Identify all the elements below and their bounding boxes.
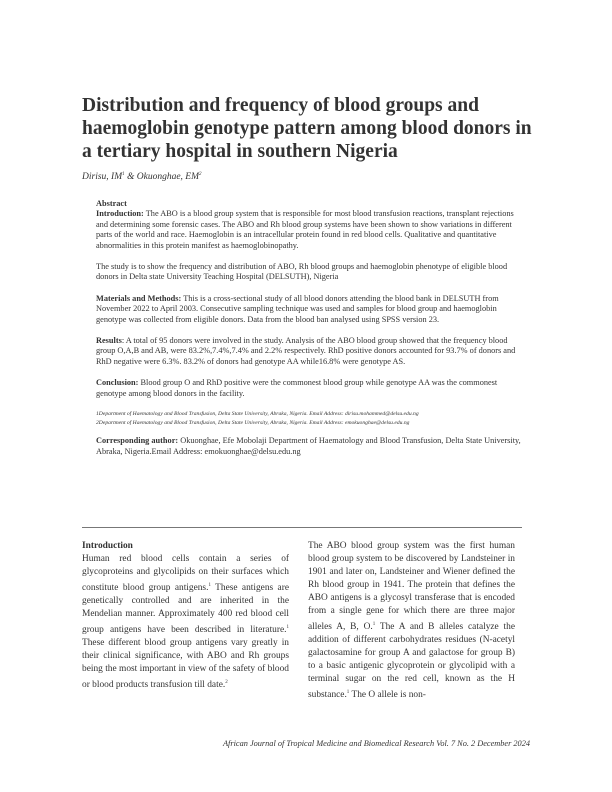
corresponding-author	[96, 436, 522, 457]
abstract-aim: The study is to show the frequency and distribution of ABO, Rh blood groups and haemoglobin phenotype of eligible blood donors in Delta state University Teaching Hospital (DELSUTH), Nigeria	[96, 262, 508, 282]
abstract-block	[96, 199, 522, 468]
abstract-conclusion-label: Conclusion:	[96, 378, 139, 388]
abstract-introduction-text: The ABO is a blood group system that is responsible for most blood transfusion reactions, transplant rejections and determining some forensic cases. The ABO and Rh blood group systems have been shown to show variations in different parts of the world and race. Haemoglobin is an intracellular protein found in red blood cells. Qualitative and quantitative abnormalities in this protein manifest as haemoglobinopathy.	[96, 209, 514, 250]
abstract-results	[96, 336, 522, 367]
abo-sentence-1: The ABO blood group system was the first human blood group system to be discovered by Landsteiner in 1901 and later on, Landsteiner and Wiener defined the Rh blood group in 1941. The protein that defines the ABO antigens is a glycosyl transferase that is encoded from a single gene for which there are three major alleles A, B, O.	[308, 541, 515, 633]
author-separator: &	[124, 172, 137, 183]
affiliation-1: 1Department of Haematology and Blood Transfusion, Delta State University, Abraka, Nigeria. Email Address: dirisu.mohammed@delsu.edu.ng	[96, 411, 419, 418]
abstract-heading: Abstract	[96, 199, 127, 208]
author-list	[82, 172, 382, 182]
citation-mark: 1	[286, 625, 289, 631]
abo-paragraph	[308, 540, 515, 702]
abstract-methods	[96, 294, 522, 325]
affiliation-2: 2Department of Haematology and Blood Transfusion, Delta State University, Abraka, Nigeria. Email Address: emokuonghae@delsu.edu.ng	[96, 419, 410, 426]
intro-sentence-1: Human red blood cells contain a series of glycoproteins and glycolipids on their surfaces which constitute blood group antigens.	[82, 554, 289, 594]
author-2-affiliation-mark: 2	[199, 172, 202, 177]
abstract-conclusion	[96, 378, 522, 399]
abo-sentence-2: The A and B alleles catalyze the addition of different carbohydrates residues (N-acetyl galactosamine for group A and galactose for group B) to a basic antigenic glycoprotein or glycolipid with a terminal sugar on the red cell, known as the H substance.	[308, 622, 515, 701]
intro-sentence-2: These antigens are genetically controlled and are inherited in the Mendelian manner. Approximately 400 red blood cell group antigens have been described in literature.	[82, 583, 290, 636]
intro-sentence-3: These different blood group antigens vary greatly in their clinical significance, with ABO and Rh groups being the most important in view of the safety of blood or blood products transfusion till date.	[82, 638, 289, 691]
abstract-conclusion-text: Blood group O and RhD positive were the commonest blood group while genotype AA was the commonest genotype among blood donors in the facility.	[96, 378, 498, 398]
citation-mark: 1	[346, 690, 350, 696]
article-title: Distribution and frequency of blood groups and haemoglobin genotype pattern among blood donors in a tertiary hospital in southern Nigeria	[82, 95, 532, 162]
abstract-methods-text: This is a cross-sectional study of all blood donors attending the blood bank in DELSUTH from November 2022 to April 2003. Consecutive sampling technique was used and samples for blood group and haemoglobin genotype was collected from eligible donors. Data from the blood ban analysed using SPSS version 23.	[96, 293, 499, 324]
abstract-introduction	[96, 209, 522, 251]
abstract-methods-label: Materials and Methods:	[96, 293, 182, 303]
citation-mark: 2	[225, 680, 228, 686]
affiliations	[96, 410, 522, 427]
abo-sentence-3: The O allele is non-	[349, 690, 426, 701]
abstract-results-text: : A total of 95 donors were involved in the study. Analysis of the ABO blood group showed that the frequency blood group O,A,B and AB, were 83.2%,7.4%,7.4% and 2.2% respectively. RhD positive donors accounted for 93.7% of donors and RhD negative were 6.3%. 83.2% of donors had genotype AA while16.8% were genotype AS.	[96, 336, 516, 366]
author-1-affiliation-mark: 1	[122, 172, 125, 177]
citation-mark: 1	[372, 622, 376, 627]
body-column-right	[308, 540, 515, 702]
introduction-paragraph	[82, 553, 289, 692]
abstract-results-label: Results	[96, 336, 122, 346]
section-divider	[82, 527, 522, 528]
introduction-heading: Introduction	[82, 541, 133, 551]
author-1: Dirisu, IM	[82, 172, 123, 183]
corresponding-author-text: Okuonghae, Efe Mobolaji Department of Haematology and Blood Transfusion, Delta State University, Abraka, Nigeria.Email Address: emokuonghae@delsu.edu.ng	[96, 436, 521, 456]
journal-footer: African Journal of Tropical Medicine and Biomedical Research Vol. 7 No. 2 December 2024	[222, 739, 530, 748]
author-2: Okuonghae, EM	[136, 172, 200, 183]
citation-mark: 1	[208, 583, 211, 588]
corresponding-author-label: Corresponding author:	[96, 436, 179, 446]
abstract-introduction-label: Introduction:	[96, 209, 144, 219]
body-column-left	[82, 540, 289, 692]
